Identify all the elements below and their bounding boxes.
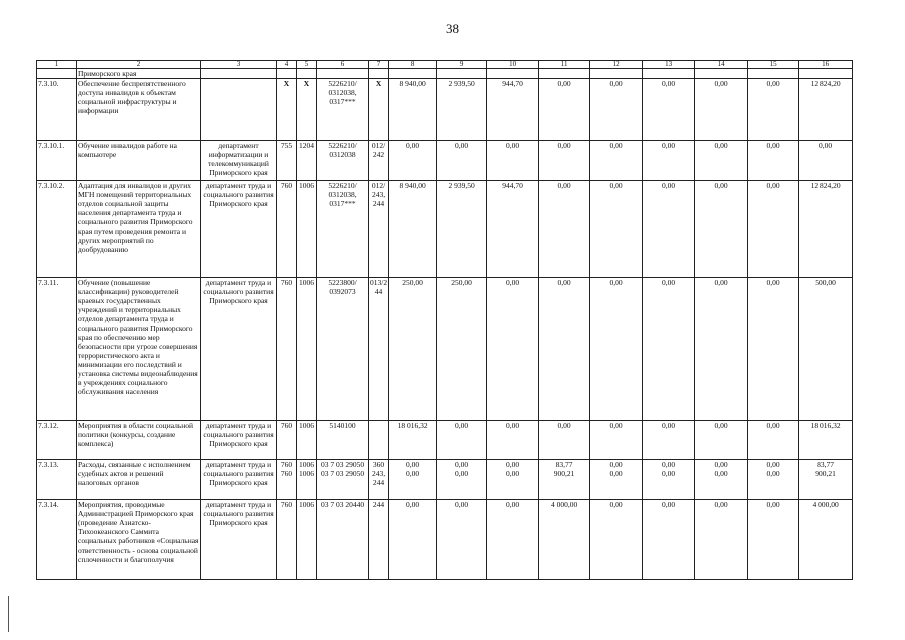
row-col4 — [277, 181, 297, 278]
row-value-line: 8 940,00 — [399, 79, 426, 89]
row-value-line: 0,00 — [609, 141, 623, 151]
row-value-line: 0,00 — [662, 181, 676, 191]
header-cell: 1 — [37, 61, 77, 69]
row-value — [437, 141, 487, 181]
row-col5-line: 1006 — [299, 460, 314, 470]
row-value — [437, 181, 487, 278]
row-col4 — [277, 421, 297, 460]
row-value — [487, 141, 539, 181]
row-col6-line: 03 7 03 20440 — [320, 500, 365, 510]
row-col4 — [277, 460, 297, 500]
row-col7 — [369, 421, 389, 460]
row-value — [748, 278, 799, 421]
row-value — [389, 421, 437, 460]
row-value — [643, 500, 695, 580]
row-value-line: 0,00 — [609, 469, 623, 479]
row-col6-line: 5226210/ 0312038, 0317*** — [328, 79, 357, 107]
row-code: 7.3.13. — [37, 460, 77, 500]
header-cell: 5 — [297, 61, 317, 69]
row-col4 — [277, 79, 297, 141]
row-value-line: 0,00 — [662, 141, 676, 151]
row-col6 — [317, 460, 369, 500]
row-col7-line: 243, 244 — [371, 469, 386, 488]
row-value — [437, 79, 487, 141]
header-cell: 10 — [487, 61, 539, 69]
row-value-line: 0,00 — [557, 421, 571, 431]
budget-table — [36, 60, 853, 580]
row-value — [539, 460, 590, 500]
row-value-line: 250,00 — [451, 278, 472, 288]
row-col4-line: 755 — [280, 141, 293, 151]
row-executor: департамент информатизации и телекоммуникаций Приморского края — [201, 141, 277, 181]
row-col4-line: 760 — [280, 181, 293, 191]
table-row — [37, 181, 853, 278]
row-value-line: 0,00 — [506, 421, 520, 431]
row-value-line: 250,00 — [402, 278, 423, 288]
row-code: 7.3.14. — [37, 500, 77, 580]
row-col4-line: 760 — [280, 460, 293, 470]
row-value-line: 2 939,50 — [448, 79, 475, 89]
row-value — [799, 500, 853, 580]
row-col6-line: 03 7 03 29050 — [320, 469, 365, 479]
region-label: Приморского края — [77, 69, 201, 79]
row-value — [748, 141, 799, 181]
row-value — [799, 421, 853, 460]
row-col7 — [369, 460, 389, 500]
row-value-line: 0,00 — [506, 141, 520, 151]
row-col7 — [369, 278, 389, 421]
row-value-line: 0,00 — [662, 278, 676, 288]
row-value — [590, 460, 643, 500]
row-col4-line: 760 — [280, 421, 293, 431]
row-col5-line: 1006 — [299, 421, 314, 431]
row-value-line: 0,00 — [714, 500, 728, 510]
row-value — [487, 278, 539, 421]
row-value — [539, 79, 590, 141]
row-value — [695, 79, 748, 141]
row-value-line: 0,00 — [662, 79, 676, 89]
row-col4-line: Х — [283, 79, 290, 89]
row-col5 — [297, 181, 317, 278]
row-col4-line: 760 — [280, 500, 293, 510]
row-value-line: 8 940,00 — [399, 181, 426, 191]
row-value-line: 0,00 — [557, 141, 571, 151]
row-value — [539, 500, 590, 580]
table-row — [37, 141, 853, 181]
row-value — [590, 500, 643, 580]
row-col6 — [317, 421, 369, 460]
row-executor: департамент труда и социального развития Приморского края — [201, 421, 277, 460]
row-col4-line: 760 — [280, 469, 293, 479]
row-value — [487, 500, 539, 580]
row-value-line: 0,00 — [506, 500, 520, 510]
row-executor: департамент труда и социального развития Приморского края — [201, 181, 277, 278]
page-number: 38 — [446, 21, 459, 36]
row-value-line: 0,00 — [714, 278, 728, 288]
row-value — [487, 181, 539, 278]
row-col6-line: 5226210/ 0312038 — [328, 141, 357, 160]
row-value — [389, 500, 437, 580]
row-value-line: 0,00 — [766, 278, 780, 288]
row-value — [590, 278, 643, 421]
row-col4 — [277, 141, 297, 181]
row-value-line: 83,77 — [817, 460, 835, 470]
row-name: Обучение (повышение классификации) руководителей краевых государственных учреждений и территориальных отделов департамента труда и социального развития Приморского края по обеспечению мер безопасности при угрозе совершения террористического акта и минимизации его последствий и установка системы видеонаблюдения в учреждениях социального обслуживания населения — [77, 278, 201, 421]
row-col7-line: Х — [375, 79, 382, 89]
table-row — [37, 278, 853, 421]
row-col7 — [369, 181, 389, 278]
row-value-line: 0,00 — [714, 460, 728, 470]
row-col6-line: 5223800/ 0392073 — [328, 278, 357, 297]
row-value — [695, 278, 748, 421]
row-value — [389, 141, 437, 181]
row-value — [437, 500, 487, 580]
row-value-line: 0,00 — [766, 460, 780, 470]
row-name: Расходы, связанные с исполнением судебных актов и решений налоговых органов — [77, 460, 201, 500]
row-value — [539, 421, 590, 460]
header-cell: 11 — [539, 61, 590, 69]
row-value-line: 12 824,20 — [810, 181, 841, 191]
row-value-line: 0,00 — [714, 469, 728, 479]
row-value-line: 900,21 — [815, 469, 836, 479]
row-col5-line: 1006 — [299, 278, 314, 288]
row-col6-line: 5140100 — [329, 421, 356, 431]
header-cell: 2 — [77, 61, 201, 69]
row-value-line: 0,00 — [609, 460, 623, 470]
row-value — [643, 181, 695, 278]
row-value — [590, 181, 643, 278]
row-value-line: 0,00 — [609, 181, 623, 191]
row-code: 7.3.12. — [37, 421, 77, 460]
header-cell: 14 — [695, 61, 748, 69]
row-col4 — [277, 278, 297, 421]
row-col6-line: 5226210/ 0312038, 0317*** — [328, 181, 357, 209]
row-value-line: 0,00 — [766, 421, 780, 431]
row-value — [389, 79, 437, 141]
row-value-line: 0,00 — [819, 141, 833, 151]
row-value — [487, 421, 539, 460]
row-col5-line: 1006 — [299, 181, 314, 191]
row-col7-line: 244 — [372, 500, 385, 510]
row-value-line: 0,00 — [406, 141, 420, 151]
row-value — [539, 181, 590, 278]
row-value-line: 4 000,00 — [812, 500, 839, 510]
row-col5 — [297, 500, 317, 580]
row-value — [590, 421, 643, 460]
row-value-line: 500,00 — [815, 278, 836, 288]
row-value-line: 0,00 — [455, 141, 469, 151]
row-value-line: 0,00 — [714, 141, 728, 151]
table-row — [37, 79, 853, 141]
row-value-line: 900,21 — [553, 469, 575, 479]
row-value-line: 0,00 — [506, 469, 520, 479]
row-col7 — [369, 79, 389, 141]
row-value-line: 0,00 — [406, 469, 420, 479]
row-value — [695, 421, 748, 460]
row-value-line: 12 824,20 — [810, 79, 841, 89]
row-code: 7.3.10.2. — [37, 181, 77, 278]
header-cell: 15 — [748, 61, 799, 69]
row-code: 7.3.11. — [37, 278, 77, 421]
row-value-line: 2 939,50 — [448, 181, 475, 191]
row-value-line: 0,00 — [766, 181, 780, 191]
row-col5-line: 1006 — [299, 469, 314, 479]
row-value-line: 0,00 — [609, 278, 623, 288]
row-value-line: 0,00 — [609, 79, 623, 89]
row-value — [748, 181, 799, 278]
row-col5 — [297, 421, 317, 460]
row-col7-line: 360 — [372, 460, 385, 470]
row-value — [748, 421, 799, 460]
region-row — [37, 69, 853, 79]
row-executor: департамент труда и социального развития Приморского края — [201, 500, 277, 580]
row-value — [748, 500, 799, 580]
row-value-line: 0,00 — [766, 141, 780, 151]
row-value-line: 0,00 — [662, 421, 676, 431]
row-value — [487, 460, 539, 500]
row-value — [487, 79, 539, 141]
row-col7 — [369, 141, 389, 181]
row-col5 — [297, 79, 317, 141]
row-value-line: 0,00 — [406, 460, 420, 470]
row-value — [539, 278, 590, 421]
row-value-line: 0,00 — [609, 421, 623, 431]
row-value-line: 944,70 — [502, 181, 523, 191]
row-value-line: 0,00 — [766, 500, 780, 510]
row-value — [799, 278, 853, 421]
row-col5 — [297, 141, 317, 181]
row-value-line: 944,70 — [502, 79, 523, 89]
row-value — [389, 460, 437, 500]
row-value — [389, 181, 437, 278]
row-value — [695, 460, 748, 500]
row-code: 7.3.10.1. — [37, 141, 77, 181]
header-row — [37, 61, 853, 69]
row-col6 — [317, 500, 369, 580]
row-col5-line: Х — [303, 79, 310, 89]
row-value-line: 0,00 — [662, 500, 676, 510]
row-value-line: 0,00 — [506, 460, 520, 470]
row-col5 — [297, 460, 317, 500]
row-executor: департамент труда и социального развития Приморского края — [201, 460, 277, 500]
row-code: 7.3.10. — [37, 79, 77, 141]
row-value-line: 18 016,32 — [810, 421, 841, 431]
row-col5 — [297, 278, 317, 421]
row-value — [437, 278, 487, 421]
header-cell: 3 — [201, 61, 277, 69]
row-value-line: 0,00 — [766, 469, 780, 479]
header-cell: 4 — [277, 61, 297, 69]
row-col6 — [317, 79, 369, 141]
row-value — [590, 79, 643, 141]
row-value-line: 0,00 — [455, 469, 469, 479]
row-name: Адаптация для инвалидов и других МГН помещений территориальных отделов социальной защиты населения департамента труда и социального развития Приморского края путем проведения ремонта и других мероприятий по дообрудованию — [77, 181, 201, 278]
row-value-line: 0,00 — [662, 460, 676, 470]
row-name: Мероприятия, проводимые Администрацией Приморского края (проведение Азиатско-Тихоокеанского Саммита социальных работников «Социальная ответственность - основа социальной сплоченности и благополучия — [77, 500, 201, 580]
table-row — [37, 500, 853, 580]
row-col6-line: 03 7 03 29050 — [320, 460, 365, 470]
row-value-line: 0,00 — [714, 421, 728, 431]
row-value-line: 0,00 — [714, 79, 728, 89]
row-col7-line: 013/2 44 — [370, 278, 388, 297]
row-value — [695, 181, 748, 278]
row-value — [437, 460, 487, 500]
row-value — [695, 141, 748, 181]
header-cell: 13 — [643, 61, 695, 69]
row-value-line: 83,77 — [555, 460, 573, 470]
row-value — [799, 141, 853, 181]
row-value — [748, 79, 799, 141]
row-value-line: 0,00 — [455, 460, 469, 470]
row-executor — [201, 79, 277, 141]
row-value — [437, 421, 487, 460]
row-name: Мероприятия в области социальной политики (конкурсы, создание комплекса) — [77, 421, 201, 460]
row-value — [695, 500, 748, 580]
table-row — [37, 460, 853, 500]
row-value-line: 0,00 — [455, 500, 469, 510]
header-cell: 16 — [799, 61, 853, 69]
row-value — [590, 141, 643, 181]
row-value-line: 0,00 — [406, 500, 420, 510]
row-value-line: 0,00 — [714, 181, 728, 191]
header-cell: 9 — [437, 61, 487, 69]
row-value-line: 0,00 — [609, 500, 623, 510]
header-cell: 8 — [389, 61, 437, 69]
row-value — [799, 79, 853, 141]
row-value-line: 4 000,00 — [550, 500, 578, 510]
row-col5-line: 1204 — [299, 141, 314, 151]
row-col4-line: 760 — [280, 278, 293, 288]
row-col7 — [369, 500, 389, 580]
row-col7-line: 012/ 242 — [371, 141, 386, 160]
row-executor: департамент труда и социального развития Приморского края — [201, 278, 277, 421]
row-value — [643, 278, 695, 421]
row-col6 — [317, 181, 369, 278]
row-col4 — [277, 500, 297, 580]
header-cell: 12 — [590, 61, 643, 69]
row-value — [799, 460, 853, 500]
row-col5-line: 1006 — [299, 500, 314, 510]
row-value — [643, 460, 695, 500]
row-value — [643, 79, 695, 141]
row-value — [799, 181, 853, 278]
row-name: Обеспечение беспрепятственного доступа инвалидов к объектам социальной инфраструктуры и информации — [77, 79, 201, 141]
table-body — [37, 61, 853, 580]
row-value-line: 0,00 — [557, 181, 571, 191]
row-col6 — [317, 141, 369, 181]
row-value — [748, 460, 799, 500]
row-value-line: 18 016,32 — [397, 421, 428, 431]
row-name: Обучение инвалидов работе на компьютере — [77, 141, 201, 181]
row-value — [539, 141, 590, 181]
row-col6 — [317, 278, 369, 421]
row-col7-line: 012/ 243, 244 — [371, 181, 386, 209]
row-value — [643, 421, 695, 460]
row-value — [643, 141, 695, 181]
header-cell: 6 — [317, 61, 369, 69]
margin-line — [8, 596, 9, 632]
row-value — [389, 278, 437, 421]
table-row — [37, 421, 853, 460]
row-value-line: 0,00 — [766, 79, 780, 89]
row-value-line: 0,00 — [557, 79, 571, 89]
row-value-line: 0,00 — [557, 278, 571, 288]
row-value-line: 0,00 — [662, 469, 676, 479]
row-value-line: 0,00 — [506, 278, 520, 288]
header-cell: 7 — [369, 61, 389, 69]
row-value-line: 0,00 — [455, 421, 469, 431]
